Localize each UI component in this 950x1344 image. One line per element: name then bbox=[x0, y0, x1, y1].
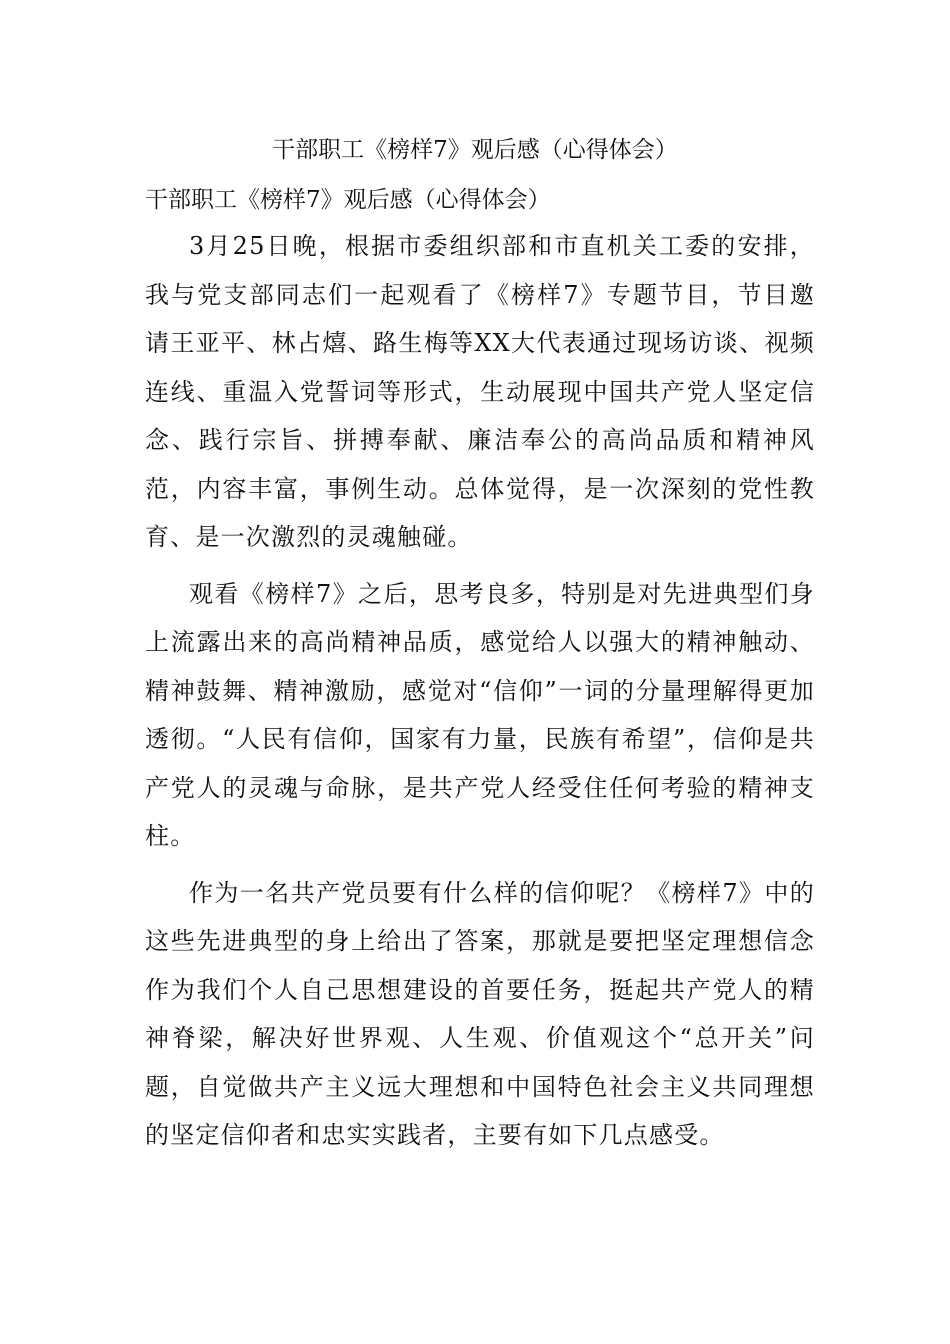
document-body bbox=[145, 180, 815, 1160]
paragraph-2: 观看《榜样7》之后，思考良多，特别是对先进典型们身上流露出来的高尚精神品质，感觉给人以强大的精神触动、精神鼓舞、精神激励，感觉对“信仰”一词的分量理解得更加透彻。“人民有信仰，国家有力量，民族有希望”，信仰是共产党人的灵魂与命脉，是共产党人经受住任何考验的精神支柱。 bbox=[145, 579, 815, 850]
document-subtitle: 干部职工《榜样7》观后感（心得体会） bbox=[145, 187, 551, 213]
paragraph-1: 3月25日晚，根据市委组织部和市直机关工委的安排，我与党支部同志们一起观看了《榜样7》专题节目，节目邀请王亚平、林占熺、路生梅等XX大代表通过现场访谈、视频连线、重温入党誓词等形式，生动展现中国共产党人坚定信念、践行宗旨、拼搏奉献、廉洁奉公的高尚品质和精神风范，内容丰富，事例生动。总体觉得，是一次深刻的党性教育、是一次激烈的灵魂触碰。 bbox=[145, 232, 815, 551]
document-title: 干部职工《榜样7》观后感（心得体会） bbox=[272, 137, 678, 163]
paragraph-3: 作为一名共产党员要有什么样的信仰呢？《榜样7》中的这些先进典型的身上给出了答案，那就是要把坚定理想信念作为我们个人自己思想建设的首要任务，挺起共产党人的精神脊梁，解决好世界观、人生观、价值观这个“总开关”问题，自觉做共产主义远大理想和中国特色社会主义共同理想的坚定信仰者和忠实实践者，主要有如下几点感受。 bbox=[145, 878, 815, 1149]
